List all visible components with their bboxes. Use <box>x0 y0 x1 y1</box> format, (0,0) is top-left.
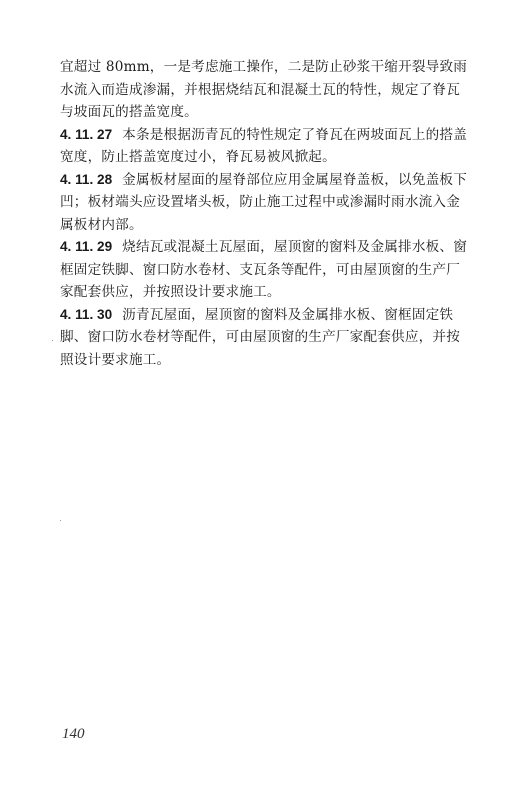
clause-text: 沥青瓦屋面，屋顶窗的窗料及金属排水板、窗框固定铁脚、窗口防水卷材等配件，可由屋顶窗的生产厂家配套供应，并按照设计要求施工。 <box>60 306 461 368</box>
clause-number: 4. 11. 30 <box>60 306 113 322</box>
clause-text: 金属板材屋面的屋脊部位应用金属屋脊盖板，以免盖板下凹；板材端头应设置堵头板，防止施工过程中或渗漏时雨水流入金属板材内部。 <box>60 171 468 233</box>
clause-4-11-29 <box>60 236 472 304</box>
clause-number: 4. 11. 29 <box>60 239 113 254</box>
clause-number: 4. 11. 28 <box>60 171 113 187</box>
clause-number: 4. 11. 27 <box>60 126 113 142</box>
page-number: 140 <box>62 726 85 742</box>
scan-speck <box>60 520 61 521</box>
scan-speck <box>52 340 53 341</box>
clause-text: 烧结瓦或混凝土瓦屋面，屋顶窗的窗料及金属排水板、窗框固定铁脚、窗口防水卷材、支瓦条等配件，可由屋顶窗的生产厂家配套供应，并按照设计要求施工。 <box>60 239 468 300</box>
clause-4-11-30 <box>60 304 472 372</box>
clause-4-11-28 <box>60 169 472 237</box>
body-text <box>60 56 472 371</box>
paragraph-continuation <box>60 56 472 124</box>
clause-4-11-27 <box>60 124 472 169</box>
paragraph-text: 宜超过 80mm，一是考虑施工操作，二是防止砂浆干缩开裂导致雨水流入而造成渗漏，并根据烧结瓦和混凝土瓦的特性，规定了脊瓦与坡面瓦的搭盖宽度。 <box>60 59 468 120</box>
clause-text: 本条是根据沥青瓦的特性规定了脊瓦在两坡面瓦上的搭盖宽度，防止搭盖宽度过小，脊瓦易被风掀起。 <box>60 126 468 165</box>
